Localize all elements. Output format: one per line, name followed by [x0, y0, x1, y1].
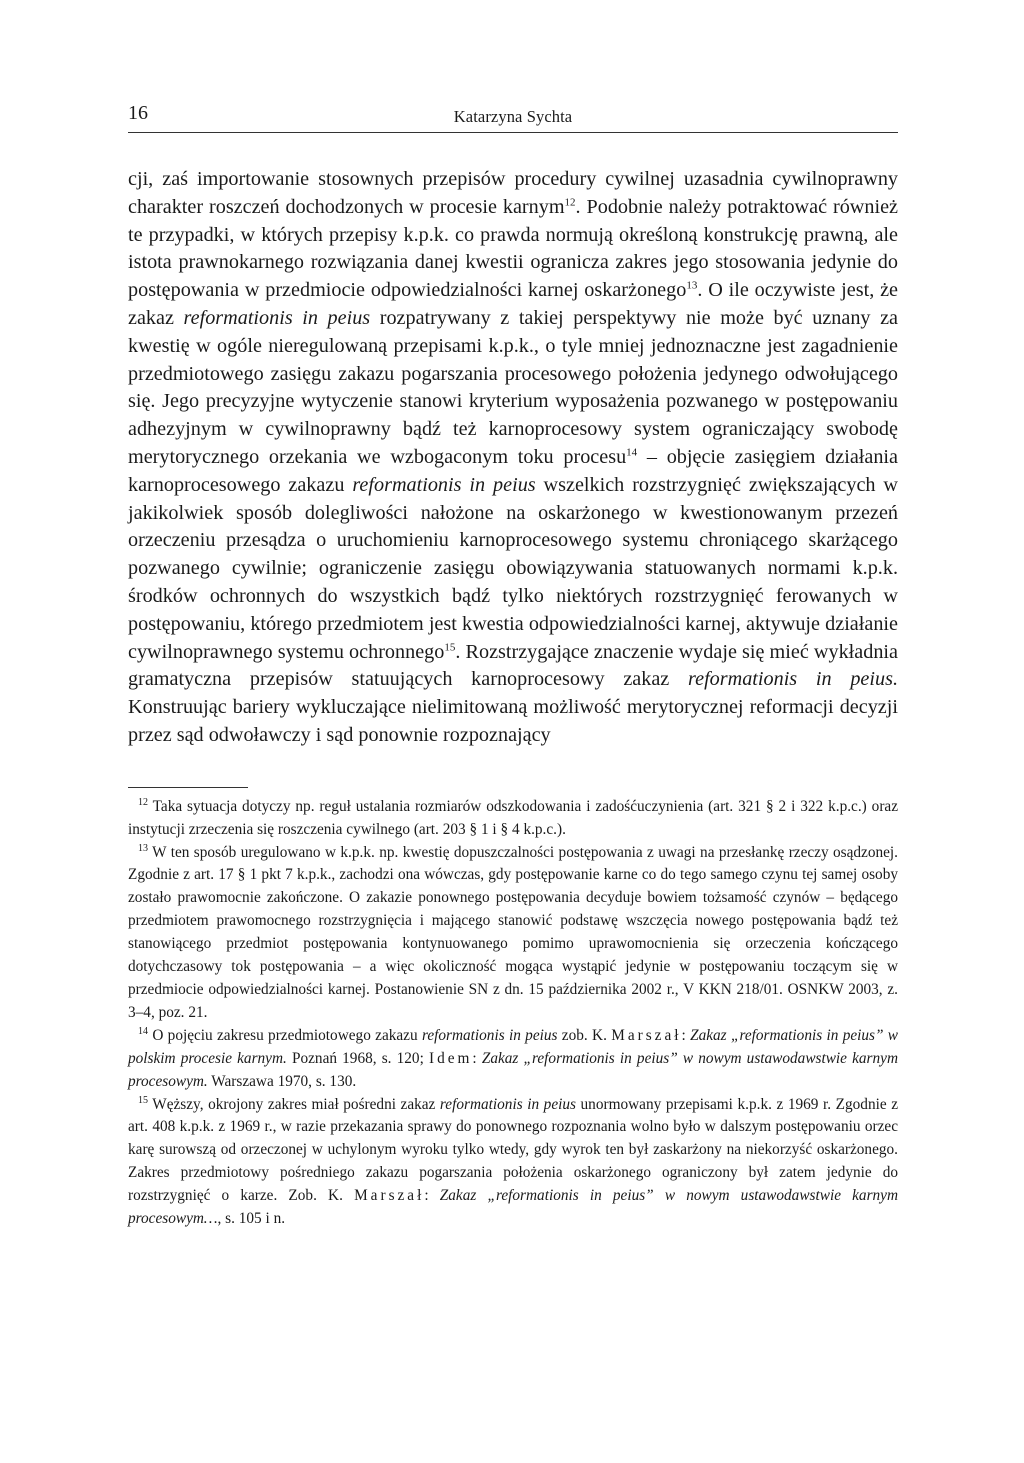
footnote-text: Warszawa 1970, s. 130.: [207, 1072, 357, 1090]
author-name: Marszał: [611, 1026, 682, 1044]
footnote-text: , s. 105 i n.: [217, 1210, 286, 1228]
footnote-12: [128, 796, 898, 842]
text-segment: . Rozstrzygające znaczenie wydaje się mieć wykładnia gramatyczna przepisów statuujących karnoprocesowy zakaz: [128, 640, 898, 691]
footnote-14: [128, 1025, 898, 1094]
text-segment: wszelkich rozstrzygnięć zwiększających w jakikolwiek sposób dolegliwości nałożone na oskarżonego w kwestionowanym przezeń orzeczeniu przesądza o uruchomieniu karnoprocesowego systemu chroniącego skarżącego pozwanego cywilnie; ograniczenie zasięgu obowiązywania statuowanych normami k.p.k. środków ochronnych do wszystkich bądź tylko niektórych rozstrzygnięć ferowanych w postępowaniu, którego przedmiotem jest kwestia odpowiedzialności karnej, aktywuje działanie cywilnoprawnego systemu ochronnego: [128, 473, 898, 663]
footnote-number: 15: [138, 1094, 148, 1106]
page-header: [128, 100, 898, 133]
footnote-ref-12[interactable]: 12: [564, 196, 576, 209]
footnote-text: :: [472, 1049, 482, 1067]
text-segment: . Podobnie należy potraktować również te przypadki, w których przepisy k.p.k. co prawda normują określoną konstrukcję prawną, ale istota prawnokarnego rozwiązania danej kwestii ogranicza zakres jego stosowania jedynie do postępowania w przedmiocie odpowiedzialności karnej oskarżonego: [128, 195, 898, 302]
footnote-text: Poznań 1968, s. 120;: [286, 1049, 429, 1067]
author-name: Marszał: [354, 1187, 425, 1205]
footnote-text: Taka sytuacja dotyczy np. reguł ustalania rozmiarów odszkodowania i zadośćuczynienia (art. 321 § 2 i 322 k.p.c.) oraz instytucji zrzeczenia się roszczenia cywilnego (art. 203 § 1 i § 4 k.p.c.).: [128, 797, 898, 838]
footnote-text: zob. K.: [557, 1026, 612, 1044]
author-name: Idem: [428, 1049, 473, 1067]
main-text: [128, 166, 898, 750]
footnote-15: [128, 1094, 898, 1231]
text-segment: cji, zaś importowanie stosownych przepisów procedury cywilnej uzasadnia cywilnoprawny charakter roszczeń dochodzonych w procesie karnym: [128, 168, 898, 218]
footnote-ref-15[interactable]: 15: [444, 640, 456, 653]
footnote-number: 14: [138, 1025, 148, 1037]
text-segment: Konstruując bariery wykluczające nielimitowaną możliwość merytorycznej reformacji decyzji przez sąd odwoławczy i sąd ponownie rozpoznający: [128, 696, 898, 746]
text-segment: rozpatrywany z takiej perspektywy nie może być uznany za kwestię w ogóle nieregulowaną przepisami k.p.k., o tyle mniej jednoznaczne jest zagadnienie przedmiotowego zasięgu zakazu pogarszania procesowego położenia jedynego odwołującego się. Jego precyzyjne wytyczenie stanowi kryterium wyposażenia pozwanego w postępowaniu adhezyjnym w cywilnoprawny bądź też karnoprocesowy system ograniczający swobodę merytorycznego orzekania we wzbogaconym toku procesu: [128, 306, 899, 468]
text-segment: – objęcie zasięgiem działania karnoprocesowego zakazu: [128, 445, 899, 496]
footnote-text: Węższy, okrojony zakres miał pośredni zakaz: [148, 1095, 440, 1113]
footnote-divider: [128, 787, 248, 788]
footnote-ref-14[interactable]: 14: [626, 446, 638, 459]
footnote-text: :: [681, 1026, 691, 1044]
footnote-number: 13: [138, 842, 148, 854]
latin-term: reformationis in peius: [352, 473, 536, 496]
text-segment: . O ile oczywiste jest, że zakaz: [128, 279, 898, 329]
work-title: Zakaz „reformationis in peius” w polskim procesie karnym.: [128, 1026, 899, 1067]
work-title: Zakaz „reformationis in peius” w nowym ustawodawstwie karnym procesowym…: [128, 1187, 899, 1228]
latin-term: reformationis in peius.: [688, 668, 898, 691]
footnotes: [128, 796, 898, 1231]
footnote-13: [128, 842, 898, 1025]
latin-term: reformationis in peius: [421, 1026, 558, 1044]
latin-term: reformationis in peius: [183, 306, 371, 329]
footnote-text: O pojęciu zakresu przedmiotowego zakazu: [148, 1026, 422, 1044]
page: [128, 100, 898, 1231]
footnote-number: 12: [138, 796, 148, 808]
footnote-ref-13[interactable]: 13: [686, 279, 698, 292]
page-number: 16: [128, 102, 148, 124]
footnote-text: W ten sposób uregulowano w k.p.k. np. kwestię dopuszczalności postępowania z uwagi na przesłankę rzeczy osądzonej. Zgodnie z art. 17 § 1 pkt 7 k.p.k., zachodzi ona wówczas, gdy postępowanie karne co do tego samego czynu tej samej osoby zostało prawomocnie zakończone. O zakazie ponownego postępowania decyduje bowiem tożsamość czynów – będącego przedmiotem prawomocnego rozstrzygnięcia i mającego stanowić podstawę wszczęcia nowego postępowania bądź też stanowiącego przedmiot postępowania kontynuowanego pomimo uprawomocnienia się orzeczenia kończącego dotychczasowy tok postępowania – a więc okoliczność mogąca wystąpić jedynie w postępowaniu toczącym się w przedmiocie odpowiedzialności karnej. Postanowienie SN z dn. 15 października 2002 r., V KKN 218/01. OSNKW 2003, z. 3–4, poz. 21.: [128, 843, 898, 1021]
footnote-text: :: [424, 1187, 440, 1205]
latin-term: reformationis in peius: [439, 1095, 576, 1113]
work-title: Zakaz „reformationis in peius” w nowym ustawodawstwie karnym procesowym.: [128, 1049, 898, 1090]
footnote-text: unormowany przepisami k.p.k. z 1969 r. Zgodnie z art. 408 k.p.k. z 1969 r., w razie przekazania sprawy do ponownego rozpoznania wolno było w dalszym postępowaniu orzec karę surowszą od orzeczonej w uchylonym wyroku tylko wtedy, gdy wyrok ten był zaskarżony na niekorzyść oskarżonego. Zakres przedmiotowy pośredniego zakazu pogarszania położenia oskarżonego ograniczony był zatem jedynie do rozstrzygnięć o karze. Zob. K.: [128, 1095, 898, 1205]
paragraph: [128, 166, 898, 750]
running-head: Katarzyna Sychta: [453, 107, 573, 126]
